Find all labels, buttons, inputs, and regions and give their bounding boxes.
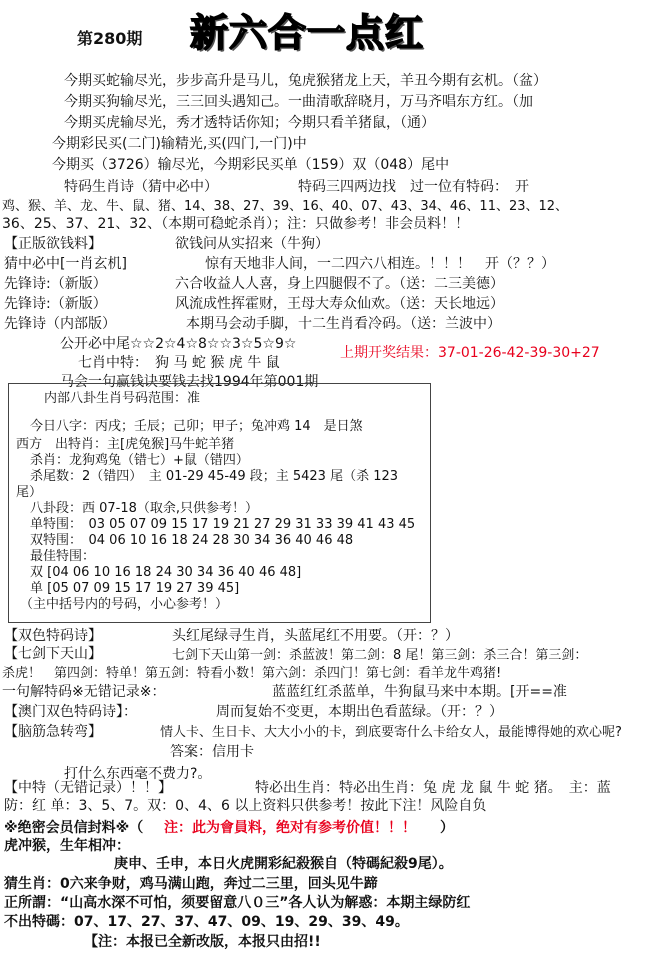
text-line: 特必出生肖：特必出生肖：兔 虎 龙 鼠 牛 蛇 猪。 主：蓝	[255, 780, 611, 796]
box-line: 单 [05 07 09 15 17 19 27 39 45]	[30, 581, 240, 596]
text-line: 特码生肖诗（猜中必中）	[64, 179, 218, 195]
page-title: 新六合一点红	[190, 10, 425, 55]
box-line: 杀尾数：2（错四） 主 01-29 45-49 段；主 5423 尾（杀 123	[30, 469, 399, 484]
text-line: 36、25、37、21、32、（本期可稳蛇杀肖）；注：只做参考！非会员料！！	[2, 216, 470, 232]
text-line: 不出特碼：07、17、27、37、47、09、19、29、39、49。	[4, 914, 409, 930]
text-line: 猜中必中[一肖玄机]	[4, 256, 127, 272]
text-line: 答案：信用卡	[170, 744, 254, 760]
section-heading: 【澳门双色特码诗】：	[4, 704, 137, 720]
text-line: 头红尾绿寻生肖，头蓝尾红不用要。（开：？）	[172, 628, 459, 644]
text-line: 今期买狗输尽光，三三回头遇知己。一曲清歌辞晓月，万马齐唱东方红。（加	[64, 94, 533, 110]
text-line: 先锋诗（内部版）	[4, 316, 116, 332]
text-line: 杀虎！ 第四剑：特单！第五剑：特看小数！第六剑：杀四门！第七剑：看羊龙牛鸡猪!	[2, 666, 502, 681]
text-line: 七剑下天山第一剑：杀蓝波！第二剑：8 尾！第三剑：杀三合！第三剑：	[172, 648, 588, 663]
box-line: 今日八字：丙戌；壬辰；己卯；甲子；兔冲鸡 14 是日煞	[30, 419, 363, 434]
text-line: 一句解特码※无错记录※：	[2, 684, 166, 700]
text-line: 正所謂：“山高水深不可怕，须要留意八０三”各人认为解惑：本期主绿防红	[4, 895, 471, 911]
text-line: 今期买虎输尽光，秀才透特话你知；今期只看羊猪鼠，（通）	[64, 115, 435, 131]
box-line: 西方 出特肖：主[虎兔猴]马牛蛇羊猪	[16, 437, 235, 452]
text-line: 马会一句赢钱诀要钱去找1994年第001期	[60, 374, 319, 390]
text-line: 防：红 单：3、5、7。双：0、4、6 以上资料只供参考！按此下注！风险自负	[4, 798, 487, 814]
text-line: 虎冲猴，生年相冲：	[4, 838, 130, 854]
section-heading: 【七剑下天山】	[4, 646, 102, 662]
text-line: 公开必中尾☆☆2☆4☆8☆☆3☆5☆9☆	[60, 336, 297, 352]
issue-number: 第280期	[77, 29, 143, 48]
text-line: 周而复始不变更，本期出色看蓝绿。（开：？）	[216, 704, 503, 720]
text-line: 情人卡、生日卡、大大小小的卡，到底要寄什么卡给女人，最能博得她的欢心呢?	[160, 725, 622, 740]
footer-note: 【注：本报已全新改版，本报只由招!!	[84, 934, 321, 950]
box-line: （主中括号内的号码，小心参考！）	[20, 597, 229, 612]
text-line: 欲钱问从实招来（牛狗）	[175, 236, 329, 252]
box-line: 双特围： 04 06 10 16 18 24 28 30 34 36 40 46 48	[30, 533, 354, 548]
vip-heading: ※绝密会员信封料※（	[4, 820, 144, 836]
section-heading: 【中特（无错记录）！！】	[4, 780, 172, 796]
text-line: 鸡、猴、羊、龙、牛、鼠、猪、14、38、27、39、16、40、07、43、34、46、11、23、12、	[2, 199, 569, 214]
box-line: 最佳特围：	[30, 549, 96, 564]
section-heading: 【正版欲钱料】	[4, 236, 102, 252]
box-line: 杀肖：龙狗鸡兔（错七）+鼠（错四）	[30, 453, 249, 468]
text-line: 先锋诗:（新版）	[4, 276, 107, 292]
box-line: 单特围： 03 05 07 09 15 17 19 21 27 29 31 33 39 41 43 45	[30, 517, 416, 532]
text-line: 六合收益人人喜，身上四腿假不了。（送：二三美德）	[175, 276, 504, 292]
text-line: 猜生肖：0六来争财，鸡马满山跑，奔过二三里，回头见牛蹄	[4, 876, 378, 892]
box-line: 尾）	[16, 485, 43, 500]
text-line: 庚申、壬申，本日火虎開彩紀殺猴自（特碼紀殺9尾）。	[114, 856, 453, 872]
text-line: 今期买（3726）输尽光，今期彩民买单（159）双（048）尾中	[52, 157, 450, 173]
section-heading: 【脑筋急转弯】	[4, 724, 102, 740]
text-line: 打什么东西毫不费力?。	[64, 766, 212, 782]
text-line: 蓝蓝红红杀蓝单，牛狗鼠马来中本期。[开==准	[272, 684, 567, 700]
last-draw-result: 上期开奖结果：37-01-26-42-39-30+27	[340, 345, 600, 361]
text-line: 先锋诗:（新版）	[4, 296, 107, 312]
text-line: 今期买蛇输尽光，步步高升是马儿，兔虎猴猪龙上天，羊丑今期有玄机。（盆）	[64, 73, 547, 89]
text-line: 七肖中特： 狗 马 蛇 猴 虎 牛 鼠	[78, 355, 280, 371]
vip-heading-close: ）	[440, 820, 454, 836]
text-line: 惊有天地非人间，一二四六八相连。！！！ 开（？？）	[205, 256, 555, 272]
vip-note: 注：此为會員料，绝对有参考价值！！！	[164, 820, 416, 836]
text-line: 本期马会动手脚，十二生肖看冷码。（送：兰波中）	[186, 316, 501, 332]
box-line: 内部八卦生肖号码范围：准	[44, 391, 201, 406]
section-heading: 【双色特码诗】	[4, 628, 102, 644]
text-line: 特码三四两边找 过一位有特码： 开	[298, 179, 529, 195]
box-line: 八卦段：西 07-18（取余,只供参考！）	[30, 501, 259, 516]
text-line: 今期彩民买(二门)输精光,买(四门,一门)中	[52, 136, 307, 152]
box-line: 双 [04 06 10 16 18 24 30 34 36 40 46 48]	[30, 565, 302, 580]
text-line: 风流成性挥霍财，王母大寿众仙欢。（送：天长地远）	[175, 296, 504, 312]
